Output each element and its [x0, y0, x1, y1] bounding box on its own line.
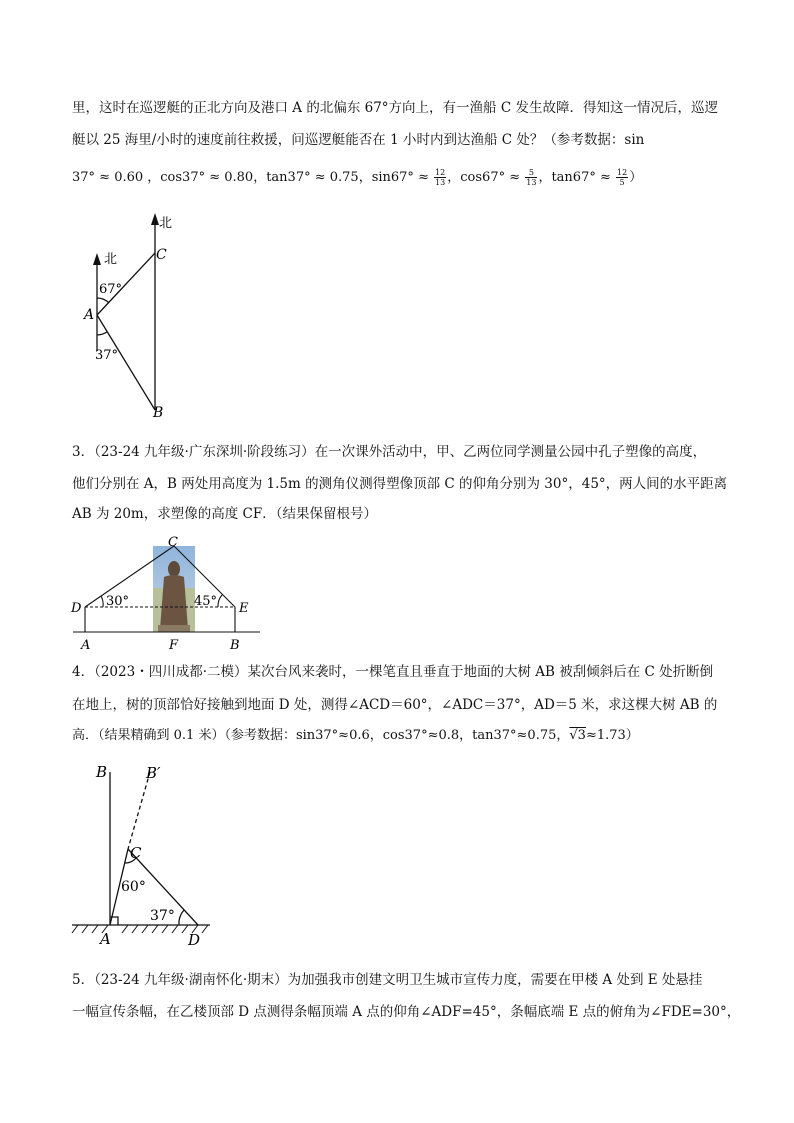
- sqrt-3: √3: [569, 728, 586, 743]
- q4-angle-arc-37: [179, 910, 184, 925]
- q4-figure: [70, 757, 220, 952]
- q2-ref-text-b: ，cos67° ≈: [447, 170, 525, 185]
- fraction-12-5: $\frac{12}{5}$: [617, 168, 628, 187]
- q3-label-b: B: [230, 638, 240, 651]
- q2-label-a: A: [84, 307, 95, 323]
- q4-text-line-1: 4．（2023・四川成都·二模）某次台风来袭时，一棵笔直且垂直于地面的大树 AB 被刮倾斜后在 C 处折断倒: [72, 664, 714, 680]
- q2-north-arrow-b: [151, 213, 159, 225]
- q2-north-arrow-a: [93, 253, 101, 265]
- q2-label-b: B: [153, 405, 164, 421]
- q4-label-d: D: [188, 931, 201, 949]
- q4-ref-text-b: ≈1.73）: [585, 728, 639, 743]
- fraction-12-13: $\frac{12}{13}$: [435, 168, 446, 187]
- q2-north-label-a: 北: [104, 252, 118, 267]
- q5-text-line-2: 一幅宣传条幅，在乙楼顶部 D 点测得条幅顶端 A 点的仰角∠ADF=45°，条幅底端 E 点的俯角为∠FDE=30°，: [72, 1004, 741, 1020]
- confucius-statue-photo: [153, 546, 195, 632]
- q2-figure: [70, 205, 210, 425]
- q2-ref-text-c: ，tan67° ≈: [538, 170, 615, 185]
- q3-text-line-1: 3．（23-24 九年级·广东深圳·阶段练习）在一次课外活动中，甲、乙两位同学测量公园中孔子塑像的高度，: [72, 444, 707, 460]
- q3-label-c: C: [168, 535, 178, 550]
- q2-angle-arc-67: [97, 298, 109, 303]
- q2-angle-67: 67°: [99, 282, 123, 297]
- q3-angle-arc-30: [101, 596, 103, 607]
- q4-dashed-cb-prime: [128, 772, 150, 849]
- q4-text-line-2: 在地上，树的顶部恰好接触到地面 D 处，测得∠ACD＝60°，∠ADC＝37°，AD＝5 米，求这棵大树 AB 的: [72, 697, 718, 713]
- q2-ref-text-a: 37° ≈ 0.60 ，cos37° ≈ 0.80，tan37° ≈ 0.75，sin67° ≈: [72, 170, 434, 185]
- q3-text-line-3: AB 为 20m，求塑像的高度 CF．（结果保留根号）: [72, 506, 377, 522]
- q3-label-e: E: [239, 601, 249, 616]
- q2-angle-arc-37: [97, 332, 107, 335]
- q4-label-a: A: [100, 930, 111, 948]
- q4-ref-text-a: 高．（结果精确到 0.1 米）（参考数据：sin37°≈0.6，cos37°≈0.8，tan37°≈0.75，: [72, 728, 570, 743]
- q4-label-b-prime: B′: [146, 764, 161, 782]
- q3-angle-30: 30°: [106, 594, 130, 609]
- q3-angle-45: 45°: [194, 594, 218, 609]
- q4-text-line-3: [72, 726, 732, 746]
- q3-label-d: D: [71, 601, 82, 616]
- q2-ref-text-d: ）: [629, 170, 643, 185]
- q3-label-f: F: [169, 638, 179, 651]
- q3-figure: [68, 533, 268, 651]
- q2-text-line-1: 里，这时在巡逻艇的正北方向及港口 A 的北偏东 67°方向上，有一渔船 C 发生故障．得知这一情况后，巡逻: [72, 100, 718, 116]
- q3-angle-arc-45: [218, 595, 222, 607]
- q2-north-label-b: 北: [159, 216, 173, 231]
- q2-text-line-2: 艇以 25 海里/小时的速度前往救援，问巡逻艇能否在 1 小时内到达渔船 C 处？（参考数据：sin: [72, 132, 645, 148]
- q4-angle-60: 60°: [121, 879, 146, 895]
- q4-angle-37: 37°: [150, 908, 175, 924]
- q4-label-c: C: [130, 844, 142, 862]
- q3-text-line-2: 他们分别在 A，B 两处用高度为 1.5m 的测角仪测得塑像顶部 C 的仰角分别为 30°，45°，两人间的水平距离: [72, 476, 728, 492]
- q2-text-line-3: [72, 168, 732, 188]
- fraction-5-13: $\frac{5}{13}$: [526, 168, 537, 187]
- q2-label-c: C: [156, 247, 167, 263]
- q4-label-b: B: [96, 763, 108, 781]
- q3-label-a: A: [81, 638, 91, 651]
- q5-text-line-1: 5．（23-24 九年级·湖南怀化·期末）为加强我市创建文明卫生城市宣传力度，需要在甲楼 A 处到 E 处悬挂: [72, 972, 703, 988]
- q2-angle-37: 37°: [95, 348, 119, 363]
